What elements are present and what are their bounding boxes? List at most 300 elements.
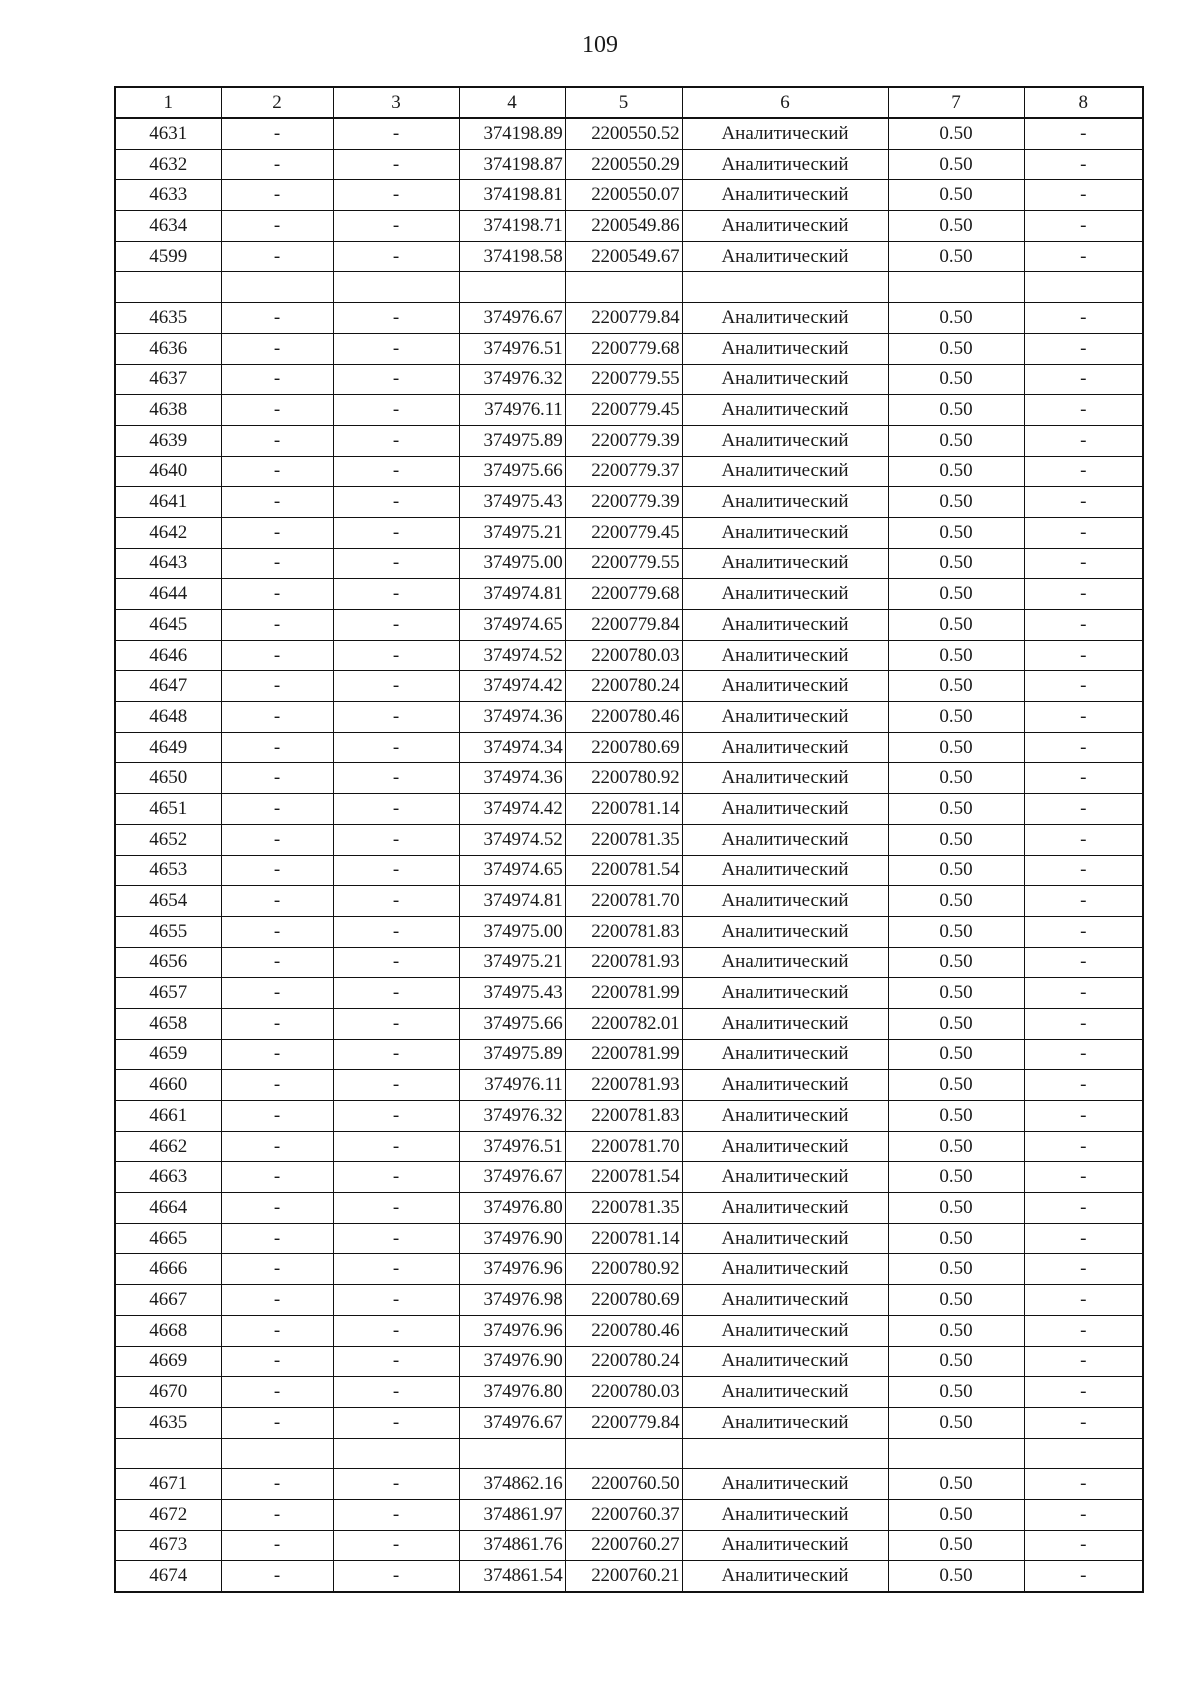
y-coordinate: 2200781.35 bbox=[565, 824, 682, 855]
table-row bbox=[115, 1530, 1143, 1561]
col-3-value: - bbox=[333, 1070, 459, 1101]
col-8-value: - bbox=[1024, 1193, 1143, 1224]
y-coordinate: 2200781.93 bbox=[565, 1070, 682, 1101]
col-2-value: - bbox=[221, 456, 333, 487]
col-3-value: - bbox=[333, 487, 459, 518]
col-2-value: - bbox=[221, 517, 333, 548]
table-row bbox=[115, 886, 1143, 917]
col-3-value: - bbox=[333, 1377, 459, 1408]
col-8-value: - bbox=[1024, 425, 1143, 456]
method: Аналитический bbox=[682, 1101, 888, 1132]
method: Аналитический bbox=[682, 855, 888, 886]
col-3-value: - bbox=[333, 517, 459, 548]
table-row bbox=[115, 1285, 1143, 1316]
point-number: 4656 bbox=[115, 947, 221, 978]
col-2-value: - bbox=[221, 916, 333, 947]
col-8-value: - bbox=[1024, 1008, 1143, 1039]
accuracy: 0.50 bbox=[888, 824, 1024, 855]
col-2-value: - bbox=[221, 1346, 333, 1377]
y-coordinate: 2200781.99 bbox=[565, 1039, 682, 1070]
col-8-value: - bbox=[1024, 886, 1143, 917]
point-number: 4641 bbox=[115, 487, 221, 518]
col-2-value: - bbox=[221, 364, 333, 395]
method: Аналитический bbox=[682, 333, 888, 364]
point-number: 4640 bbox=[115, 456, 221, 487]
accuracy: 0.50 bbox=[888, 855, 1024, 886]
point-number: 4646 bbox=[115, 640, 221, 671]
table-row bbox=[115, 149, 1143, 180]
col-2-value: - bbox=[221, 548, 333, 579]
table-row bbox=[115, 548, 1143, 579]
method: Аналитический bbox=[682, 824, 888, 855]
table-row bbox=[115, 1101, 1143, 1132]
y-coordinate: 2200781.99 bbox=[565, 978, 682, 1009]
table-row bbox=[115, 978, 1143, 1009]
col-8-value: - bbox=[1024, 1377, 1143, 1408]
accuracy: 0.50 bbox=[888, 579, 1024, 610]
point-number: 4671 bbox=[115, 1469, 221, 1500]
x-coordinate: 374974.34 bbox=[459, 732, 565, 763]
method: Аналитический bbox=[682, 1469, 888, 1500]
y-coordinate: 2200780.92 bbox=[565, 763, 682, 794]
point-number: 4664 bbox=[115, 1193, 221, 1224]
point-number: 4667 bbox=[115, 1285, 221, 1316]
x-coordinate: 374974.81 bbox=[459, 886, 565, 917]
x-coordinate: 374975.00 bbox=[459, 548, 565, 579]
col-3-value: - bbox=[333, 333, 459, 364]
method: Аналитический bbox=[682, 364, 888, 395]
point-number: 4672 bbox=[115, 1499, 221, 1530]
table-row bbox=[115, 947, 1143, 978]
x-coordinate: 374198.87 bbox=[459, 149, 565, 180]
accuracy: 0.50 bbox=[888, 548, 1024, 579]
table-row bbox=[115, 395, 1143, 426]
col-2-value: - bbox=[221, 1008, 333, 1039]
col-3-value: - bbox=[333, 978, 459, 1009]
table-row bbox=[115, 1193, 1143, 1224]
method: Аналитический bbox=[682, 395, 888, 426]
col-2-value: - bbox=[221, 118, 333, 149]
x-coordinate: 374974.36 bbox=[459, 763, 565, 794]
y-coordinate: 2200780.24 bbox=[565, 671, 682, 702]
y-coordinate: 2200780.69 bbox=[565, 732, 682, 763]
y-coordinate: 2200780.46 bbox=[565, 702, 682, 733]
col-8-value: - bbox=[1024, 579, 1143, 610]
point-number: 4653 bbox=[115, 855, 221, 886]
x-coordinate bbox=[459, 1438, 565, 1469]
x-coordinate: 374976.67 bbox=[459, 1407, 565, 1438]
column-header-8: 8 bbox=[1024, 87, 1143, 118]
accuracy: 0.50 bbox=[888, 1008, 1024, 1039]
col-8-value: - bbox=[1024, 1131, 1143, 1162]
method: Аналитический bbox=[682, 211, 888, 242]
point-number: 4674 bbox=[115, 1561, 221, 1592]
table-row bbox=[115, 1162, 1143, 1193]
method: Аналитический bbox=[682, 517, 888, 548]
point-number bbox=[115, 272, 221, 303]
col-8-value: - bbox=[1024, 947, 1143, 978]
table-row bbox=[115, 1377, 1143, 1408]
accuracy: 0.50 bbox=[888, 395, 1024, 426]
col-8-value: - bbox=[1024, 487, 1143, 518]
y-coordinate: 2200779.39 bbox=[565, 425, 682, 456]
point-number: 4635 bbox=[115, 1407, 221, 1438]
accuracy: 0.50 bbox=[888, 1101, 1024, 1132]
point-number: 4662 bbox=[115, 1131, 221, 1162]
method: Аналитический bbox=[682, 610, 888, 641]
point-number: 4663 bbox=[115, 1162, 221, 1193]
col-2-value: - bbox=[221, 1561, 333, 1592]
y-coordinate: 2200780.03 bbox=[565, 640, 682, 671]
point-number: 4639 bbox=[115, 425, 221, 456]
accuracy: 0.50 bbox=[888, 180, 1024, 211]
method: Аналитический bbox=[682, 425, 888, 456]
col-3-value: - bbox=[333, 1285, 459, 1316]
table-row bbox=[115, 118, 1143, 149]
point-number: 4643 bbox=[115, 548, 221, 579]
y-coordinate: 2200779.55 bbox=[565, 548, 682, 579]
x-coordinate: 374861.54 bbox=[459, 1561, 565, 1592]
y-coordinate: 2200550.07 bbox=[565, 180, 682, 211]
method: Аналитический bbox=[682, 149, 888, 180]
y-coordinate bbox=[565, 1438, 682, 1469]
x-coordinate: 374976.51 bbox=[459, 1131, 565, 1162]
accuracy: 0.50 bbox=[888, 1070, 1024, 1101]
col-2-value: - bbox=[221, 763, 333, 794]
col-3-value: - bbox=[333, 886, 459, 917]
point-number: 4661 bbox=[115, 1101, 221, 1132]
col-2-value: - bbox=[221, 1223, 333, 1254]
col-3-value: - bbox=[333, 1254, 459, 1285]
col-8-value: - bbox=[1024, 1346, 1143, 1377]
table-row bbox=[115, 425, 1143, 456]
point-number: 4657 bbox=[115, 978, 221, 1009]
y-coordinate: 2200760.50 bbox=[565, 1469, 682, 1500]
col-8-value: - bbox=[1024, 1315, 1143, 1346]
col-3-value: - bbox=[333, 1162, 459, 1193]
method: Аналитический bbox=[682, 1407, 888, 1438]
method: Аналитический bbox=[682, 794, 888, 825]
accuracy: 0.50 bbox=[888, 610, 1024, 641]
table-row bbox=[115, 1039, 1143, 1070]
accuracy: 0.50 bbox=[888, 947, 1024, 978]
method: Аналитический bbox=[682, 702, 888, 733]
accuracy: 0.50 bbox=[888, 1254, 1024, 1285]
x-coordinate: 374976.11 bbox=[459, 1070, 565, 1101]
table-row bbox=[115, 1346, 1143, 1377]
table-row bbox=[115, 1070, 1143, 1101]
table-row bbox=[115, 1407, 1143, 1438]
col-3-value: - bbox=[333, 916, 459, 947]
accuracy: 0.50 bbox=[888, 303, 1024, 334]
method: Аналитический bbox=[682, 456, 888, 487]
col-8-value: - bbox=[1024, 456, 1143, 487]
col-2-value: - bbox=[221, 1499, 333, 1530]
method: Аналитический bbox=[682, 1070, 888, 1101]
col-3-value bbox=[333, 1438, 459, 1469]
table-row bbox=[115, 1561, 1143, 1592]
col-2-value: - bbox=[221, 1315, 333, 1346]
col-2-value: - bbox=[221, 395, 333, 426]
accuracy: 0.50 bbox=[888, 1162, 1024, 1193]
table-row bbox=[115, 855, 1143, 886]
point-number: 4670 bbox=[115, 1377, 221, 1408]
y-coordinate: 2200779.68 bbox=[565, 579, 682, 610]
point-number: 4665 bbox=[115, 1223, 221, 1254]
method: Аналитический bbox=[682, 1254, 888, 1285]
accuracy: 0.50 bbox=[888, 763, 1024, 794]
x-coordinate: 374974.36 bbox=[459, 702, 565, 733]
table-row bbox=[115, 517, 1143, 548]
x-coordinate: 374862.16 bbox=[459, 1469, 565, 1500]
method: Аналитический bbox=[682, 763, 888, 794]
y-coordinate: 2200780.69 bbox=[565, 1285, 682, 1316]
method: Аналитический bbox=[682, 1346, 888, 1377]
table-row bbox=[115, 456, 1143, 487]
method: Аналитический bbox=[682, 640, 888, 671]
col-3-value: - bbox=[333, 1131, 459, 1162]
col-8-value: - bbox=[1024, 1162, 1143, 1193]
y-coordinate: 2200781.14 bbox=[565, 1223, 682, 1254]
x-coordinate: 374975.66 bbox=[459, 456, 565, 487]
point-number: 4651 bbox=[115, 794, 221, 825]
column-header-3: 3 bbox=[333, 87, 459, 118]
y-coordinate: 2200760.37 bbox=[565, 1499, 682, 1530]
method: Аналитический bbox=[682, 548, 888, 579]
col-2-value: - bbox=[221, 671, 333, 702]
x-coordinate: 374198.89 bbox=[459, 118, 565, 149]
col-2-value: - bbox=[221, 579, 333, 610]
method: Аналитический bbox=[682, 180, 888, 211]
method: Аналитический bbox=[682, 886, 888, 917]
x-coordinate bbox=[459, 272, 565, 303]
table-row bbox=[115, 916, 1143, 947]
accuracy: 0.50 bbox=[888, 916, 1024, 947]
y-coordinate: 2200760.27 bbox=[565, 1530, 682, 1561]
y-coordinate: 2200779.55 bbox=[565, 364, 682, 395]
point-number: 4648 bbox=[115, 702, 221, 733]
col-3-value: - bbox=[333, 456, 459, 487]
method: Аналитический bbox=[682, 487, 888, 518]
method: Аналитический bbox=[682, 579, 888, 610]
point-number: 4599 bbox=[115, 241, 221, 272]
col-8-value: - bbox=[1024, 211, 1143, 242]
col-3-value: - bbox=[333, 1407, 459, 1438]
table-row bbox=[115, 1223, 1143, 1254]
col-8-value: - bbox=[1024, 395, 1143, 426]
col-3-value: - bbox=[333, 671, 459, 702]
table-row-separator bbox=[115, 1438, 1143, 1469]
table-row bbox=[115, 671, 1143, 702]
x-coordinate: 374976.32 bbox=[459, 364, 565, 395]
y-coordinate bbox=[565, 272, 682, 303]
table-row bbox=[115, 579, 1143, 610]
col-3-value: - bbox=[333, 824, 459, 855]
method: Аналитический bbox=[682, 1039, 888, 1070]
col-2-value: - bbox=[221, 487, 333, 518]
col-8-value: - bbox=[1024, 732, 1143, 763]
col-2-value: - bbox=[221, 1131, 333, 1162]
col-8-value: - bbox=[1024, 671, 1143, 702]
col-3-value: - bbox=[333, 732, 459, 763]
col-8-value: - bbox=[1024, 1101, 1143, 1132]
y-coordinate: 2200549.86 bbox=[565, 211, 682, 242]
y-coordinate: 2200781.83 bbox=[565, 916, 682, 947]
point-number: 4649 bbox=[115, 732, 221, 763]
col-3-value: - bbox=[333, 702, 459, 733]
y-coordinate: 2200779.39 bbox=[565, 487, 682, 518]
table-row bbox=[115, 640, 1143, 671]
col-3-value: - bbox=[333, 1561, 459, 1592]
col-2-value: - bbox=[221, 303, 333, 334]
x-coordinate: 374976.80 bbox=[459, 1377, 565, 1408]
x-coordinate: 374976.67 bbox=[459, 303, 565, 334]
accuracy: 0.50 bbox=[888, 1039, 1024, 1070]
col-3-value: - bbox=[333, 1193, 459, 1224]
col-2-value bbox=[221, 272, 333, 303]
col-3-value: - bbox=[333, 1101, 459, 1132]
accuracy: 0.50 bbox=[888, 886, 1024, 917]
col-8-value: - bbox=[1024, 702, 1143, 733]
col-8-value: - bbox=[1024, 978, 1143, 1009]
table-row bbox=[115, 487, 1143, 518]
col-8-value: - bbox=[1024, 1070, 1143, 1101]
y-coordinate: 2200781.70 bbox=[565, 1131, 682, 1162]
x-coordinate: 374861.76 bbox=[459, 1530, 565, 1561]
y-coordinate: 2200781.54 bbox=[565, 1162, 682, 1193]
col-2-value: - bbox=[221, 824, 333, 855]
method: Аналитический bbox=[682, 1131, 888, 1162]
y-coordinate: 2200781.70 bbox=[565, 886, 682, 917]
col-8-value: - bbox=[1024, 1561, 1143, 1592]
col-8-value: - bbox=[1024, 1530, 1143, 1561]
header-row bbox=[115, 87, 1143, 118]
accuracy: 0.50 bbox=[888, 211, 1024, 242]
table-row bbox=[115, 824, 1143, 855]
x-coordinate: 374974.42 bbox=[459, 671, 565, 702]
x-coordinate: 374975.43 bbox=[459, 487, 565, 518]
col-2-value: - bbox=[221, 610, 333, 641]
col-8-value: - bbox=[1024, 333, 1143, 364]
accuracy: 0.50 bbox=[888, 241, 1024, 272]
col-2-value: - bbox=[221, 149, 333, 180]
col-2-value: - bbox=[221, 640, 333, 671]
point-number: 4647 bbox=[115, 671, 221, 702]
col-2-value: - bbox=[221, 241, 333, 272]
table-row bbox=[115, 180, 1143, 211]
column-header-4: 4 bbox=[459, 87, 565, 118]
method: Аналитический bbox=[682, 1377, 888, 1408]
accuracy: 0.50 bbox=[888, 1530, 1024, 1561]
point-number: 4669 bbox=[115, 1346, 221, 1377]
col-8-value: - bbox=[1024, 824, 1143, 855]
x-coordinate: 374974.42 bbox=[459, 794, 565, 825]
column-header-2: 2 bbox=[221, 87, 333, 118]
col-2-value bbox=[221, 1438, 333, 1469]
col-3-value: - bbox=[333, 395, 459, 426]
col-8-value: - bbox=[1024, 916, 1143, 947]
col-3-value: - bbox=[333, 303, 459, 334]
point-number: 4673 bbox=[115, 1530, 221, 1561]
method: Аналитический bbox=[682, 1162, 888, 1193]
x-coordinate: 374976.90 bbox=[459, 1346, 565, 1377]
col-3-value: - bbox=[333, 947, 459, 978]
col-3-value: - bbox=[333, 1008, 459, 1039]
col-3-value: - bbox=[333, 640, 459, 671]
method: Аналитический bbox=[682, 1285, 888, 1316]
table-row bbox=[115, 763, 1143, 794]
accuracy: 0.50 bbox=[888, 1407, 1024, 1438]
col-2-value: - bbox=[221, 886, 333, 917]
col-2-value: - bbox=[221, 1469, 333, 1500]
table-row bbox=[115, 1254, 1143, 1285]
point-number: 4655 bbox=[115, 916, 221, 947]
point-number: 4666 bbox=[115, 1254, 221, 1285]
accuracy: 0.50 bbox=[888, 425, 1024, 456]
accuracy: 0.50 bbox=[888, 1346, 1024, 1377]
accuracy: 0.50 bbox=[888, 1315, 1024, 1346]
y-coordinate: 2200781.14 bbox=[565, 794, 682, 825]
method: Аналитический bbox=[682, 732, 888, 763]
x-coordinate: 374975.66 bbox=[459, 1008, 565, 1039]
col-2-value: - bbox=[221, 1377, 333, 1408]
point-number: 4636 bbox=[115, 333, 221, 364]
y-coordinate: 2200780.03 bbox=[565, 1377, 682, 1408]
y-coordinate: 2200780.92 bbox=[565, 1254, 682, 1285]
accuracy: 0.50 bbox=[888, 517, 1024, 548]
point-number: 4638 bbox=[115, 395, 221, 426]
col-3-value: - bbox=[333, 364, 459, 395]
col-3-value: - bbox=[333, 794, 459, 825]
x-coordinate: 374974.52 bbox=[459, 824, 565, 855]
point-number: 4633 bbox=[115, 180, 221, 211]
col-3-value: - bbox=[333, 548, 459, 579]
col-3-value: - bbox=[333, 425, 459, 456]
col-8-value: - bbox=[1024, 1499, 1143, 1530]
x-coordinate: 374976.96 bbox=[459, 1254, 565, 1285]
x-coordinate: 374198.58 bbox=[459, 241, 565, 272]
y-coordinate: 2200550.52 bbox=[565, 118, 682, 149]
point-number: 4668 bbox=[115, 1315, 221, 1346]
accuracy: 0.50 bbox=[888, 1499, 1024, 1530]
col-2-value: - bbox=[221, 1070, 333, 1101]
col-2-value: - bbox=[221, 211, 333, 242]
x-coordinate: 374861.97 bbox=[459, 1499, 565, 1530]
table-body bbox=[115, 118, 1143, 1592]
table-row bbox=[115, 794, 1143, 825]
x-coordinate: 374975.89 bbox=[459, 1039, 565, 1070]
col-2-value: - bbox=[221, 180, 333, 211]
y-coordinate: 2200550.29 bbox=[565, 149, 682, 180]
x-coordinate: 374974.81 bbox=[459, 579, 565, 610]
y-coordinate: 2200780.46 bbox=[565, 1315, 682, 1346]
accuracy: 0.50 bbox=[888, 1223, 1024, 1254]
col-8-value: - bbox=[1024, 241, 1143, 272]
x-coordinate: 374975.21 bbox=[459, 517, 565, 548]
point-number: 4650 bbox=[115, 763, 221, 794]
table-row bbox=[115, 1131, 1143, 1162]
method: Аналитический bbox=[682, 1561, 888, 1592]
col-8-value: - bbox=[1024, 794, 1143, 825]
x-coordinate: 374976.51 bbox=[459, 333, 565, 364]
accuracy: 0.50 bbox=[888, 1469, 1024, 1500]
table-row bbox=[115, 241, 1143, 272]
method: Аналитический bbox=[682, 1223, 888, 1254]
method: Аналитический bbox=[682, 241, 888, 272]
col-8-value: - bbox=[1024, 517, 1143, 548]
method bbox=[682, 272, 888, 303]
table-row bbox=[115, 211, 1143, 242]
